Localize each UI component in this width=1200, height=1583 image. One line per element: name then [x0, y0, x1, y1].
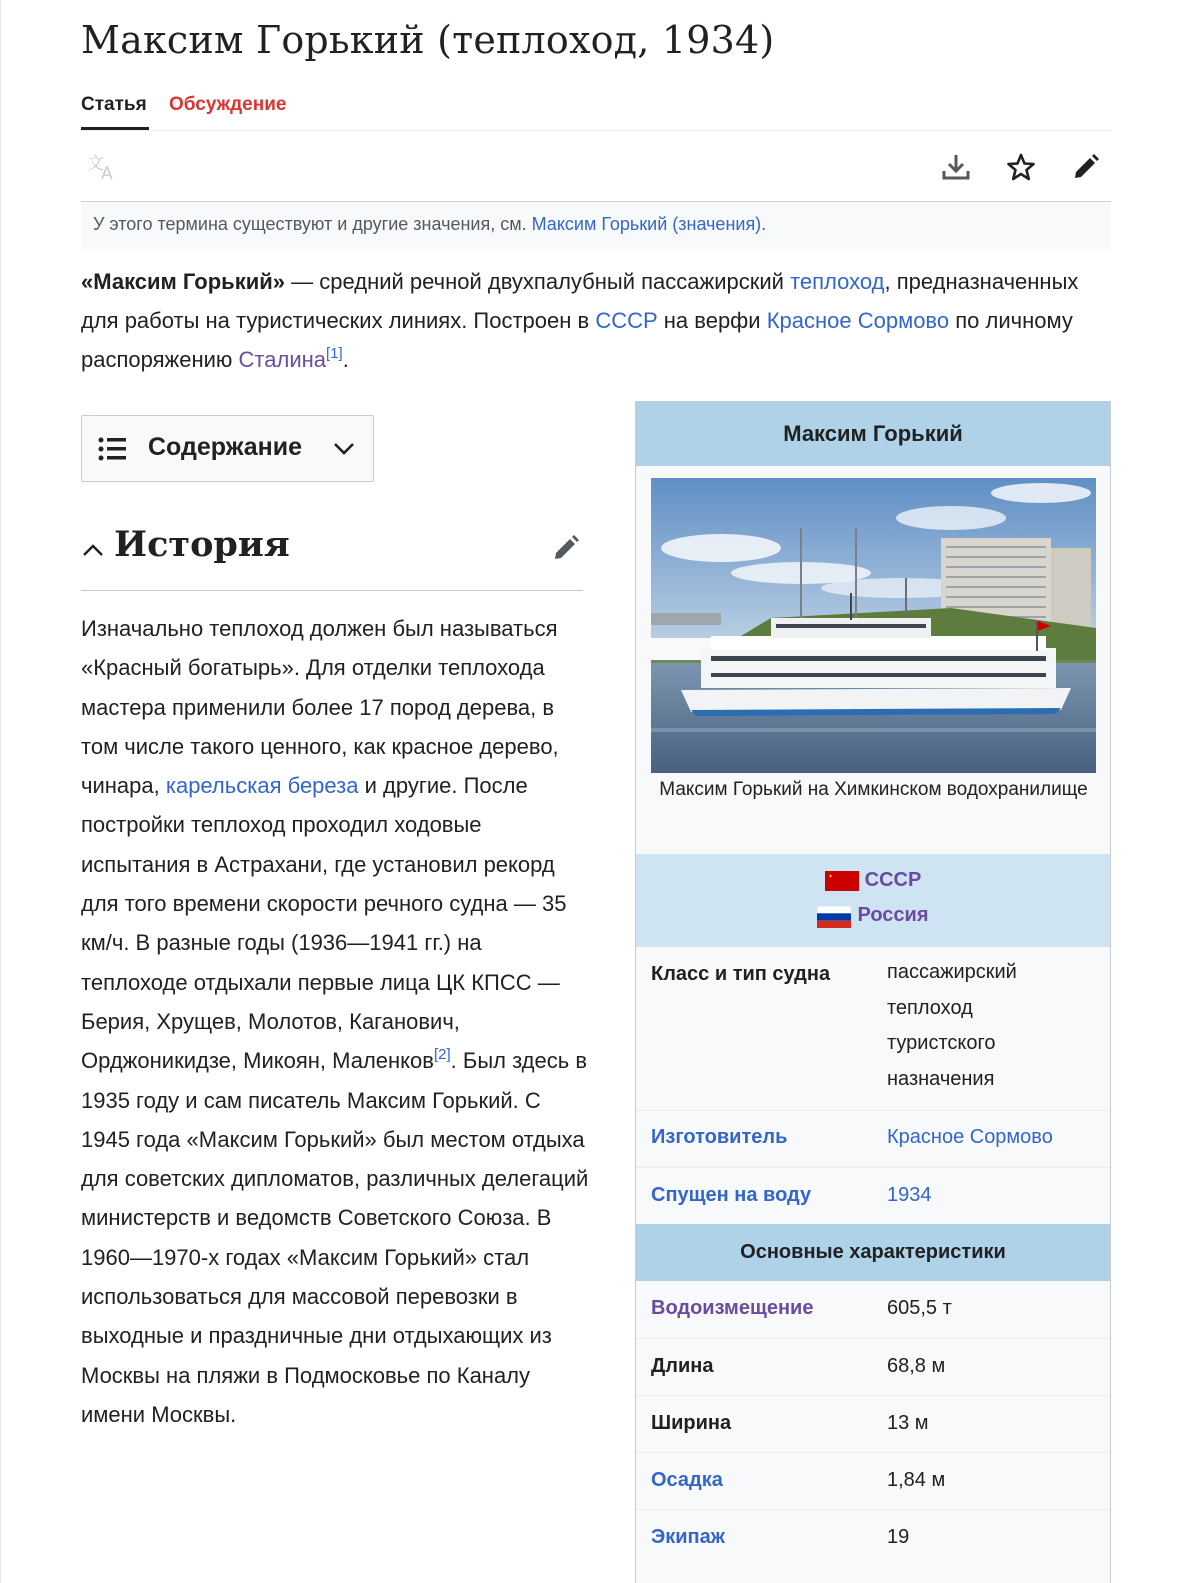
infobox-row-draught: [636, 1452, 1110, 1509]
infobox-label: Класс и тип судна: [651, 963, 831, 985]
infobox-subheader: Основные характеристики: [636, 1224, 1110, 1281]
page-title: Максим Горький (теплоход, 1934): [81, 18, 775, 62]
svg-text:A: A: [101, 164, 113, 182]
tab-talk[interactable]: Обсуждение: [169, 94, 287, 115]
flag-label[interactable]: Россия: [857, 904, 929, 926]
infobox-value: 1,84 м: [887, 1469, 946, 1491]
infobox-title: Максим Горький: [636, 402, 1110, 466]
intro-text: .: [342, 347, 349, 372]
page-tabs: [81, 88, 1111, 131]
infobox-value-link[interactable]: 1934: [887, 1184, 932, 1206]
history-text: Изначально теплоход должен был называться «Красный богатырь». Для отделки теплохода мастера применили более 17 пород дерева, в том числе такого ценного, как красное дерево, чинара,: [81, 616, 559, 799]
infobox-row-builder: [636, 1110, 1110, 1167]
flag-russia-icon: [817, 906, 851, 926]
history-text: и другие. После постройки теплоход проходил ходовые испытания в Астрахани, где установил рекорд для того времени скорости речного судна — 35 км/ч. В разные годы (1936—1941 гг.) на теплоходе отдыхали первые лица ЦК КПСС — Берия, Хрущев, Молотов, Каганович, Орджоникидзе, Микоян, Маленков: [81, 773, 567, 1074]
flag-ussr-icon: [825, 871, 859, 891]
infobox-value-link[interactable]: Красное Сормово: [887, 1126, 1053, 1148]
tab-article[interactable]: Статья: [81, 94, 149, 130]
intro-paragraph: [81, 262, 1111, 379]
reference-1[interactable]: [1]: [326, 345, 343, 362]
chevron-down-icon: [332, 439, 356, 464]
hatnote-text: У этого термина существуют и другие значения, см.: [93, 214, 532, 234]
intro-text: — средний речной двухпалубный пассажирский: [285, 269, 791, 294]
infobox-row-width: [636, 1395, 1110, 1452]
section-heading-history: [81, 520, 583, 591]
download-icon[interactable]: [939, 150, 973, 184]
history-paragraph: [81, 609, 589, 1434]
infobox-label-link[interactable]: Водоизмещение: [651, 1297, 814, 1319]
link-teplohod[interactable]: теплоход: [790, 269, 885, 294]
hatnote: [81, 203, 1111, 249]
infobox-row-displacement: [636, 1281, 1110, 1338]
infobox-label: Длина: [651, 1355, 714, 1377]
intro-bold-title: «Максим Горький»: [81, 269, 286, 294]
page-toolbar: [81, 132, 1111, 202]
flag-row-russia: [636, 904, 1110, 927]
infobox-row-length: [636, 1338, 1110, 1395]
infobox-label-link[interactable]: Изготовитель: [651, 1126, 788, 1148]
infobox-flags: [636, 854, 1110, 947]
infobox-label-link[interactable]: Осадка: [651, 1469, 723, 1491]
infobox-label: Ширина: [651, 1412, 732, 1434]
infobox-value: 19: [887, 1526, 910, 1548]
infobox-row-class: [636, 948, 1110, 1110]
intro-text: на верфи: [657, 308, 767, 333]
flag-row-ussr: [636, 869, 1110, 892]
intro-text: , предназначенных для работы на туристических линиях. Построен в: [81, 269, 1079, 333]
star-icon[interactable]: [1004, 150, 1038, 184]
infobox-value: 605,5 т: [887, 1297, 952, 1319]
toc-toggle[interactable]: [81, 415, 374, 482]
toc-label: Содержание: [148, 433, 303, 461]
intro-text: по личному распоряжению: [81, 308, 1073, 372]
flag-label[interactable]: СССР: [864, 869, 922, 891]
reference-2[interactable]: [2]: [433, 1046, 451, 1064]
history-text: . Был здесь в 1935 году и сам писатель Максим Горький. С 1945 года «Максим Горький» был местом отдыха для советских дипломатов, различных делегаций министерств и ведомств Советского Союза. В 1960—1970-х годах «Максим Горький» стал использоваться для массовой перевозки в выходные и праздничные дни отдыхающих из Москвы на пляжи в Подмосковье по Каналу имени Москвы.: [81, 1048, 589, 1427]
infobox-value: 68,8 м: [887, 1355, 946, 1377]
hatnote-link[interactable]: Максим Горький (значения): [531, 214, 762, 234]
edit-icon[interactable]: [1069, 150, 1103, 184]
infobox-row-crew: [636, 1509, 1110, 1566]
infobox-label-link[interactable]: Экипаж: [651, 1526, 725, 1548]
chevron-up-icon[interactable]: [81, 540, 105, 565]
link-ussr[interactable]: СССР: [595, 308, 658, 333]
link-karelian-birch[interactable]: карельская береза: [165, 773, 359, 799]
svg-text:文: 文: [87, 154, 104, 174]
ship-photo[interactable]: [651, 478, 1096, 773]
translate-icon[interactable]: [85, 150, 119, 184]
section-edit-icon[interactable]: [551, 533, 581, 568]
infobox: [635, 401, 1111, 1583]
hatnote-end: .: [761, 214, 767, 234]
infobox-value: пассажирский теплоход туристского назначения: [887, 961, 1017, 1090]
infobox-row-launched: [636, 1167, 1110, 1224]
list-icon: [98, 436, 128, 467]
infobox-image-caption: Максим Горький на Химкинском водохранилище: [659, 779, 1088, 800]
section-title: История: [114, 524, 290, 565]
infobox-value: 13 м: [887, 1412, 929, 1434]
link-stalin[interactable]: Сталина: [238, 347, 326, 372]
link-krasnoe-sormovo[interactable]: Красное Сормово: [766, 308, 950, 333]
infobox-label-link[interactable]: Спущен на воду: [651, 1184, 812, 1206]
